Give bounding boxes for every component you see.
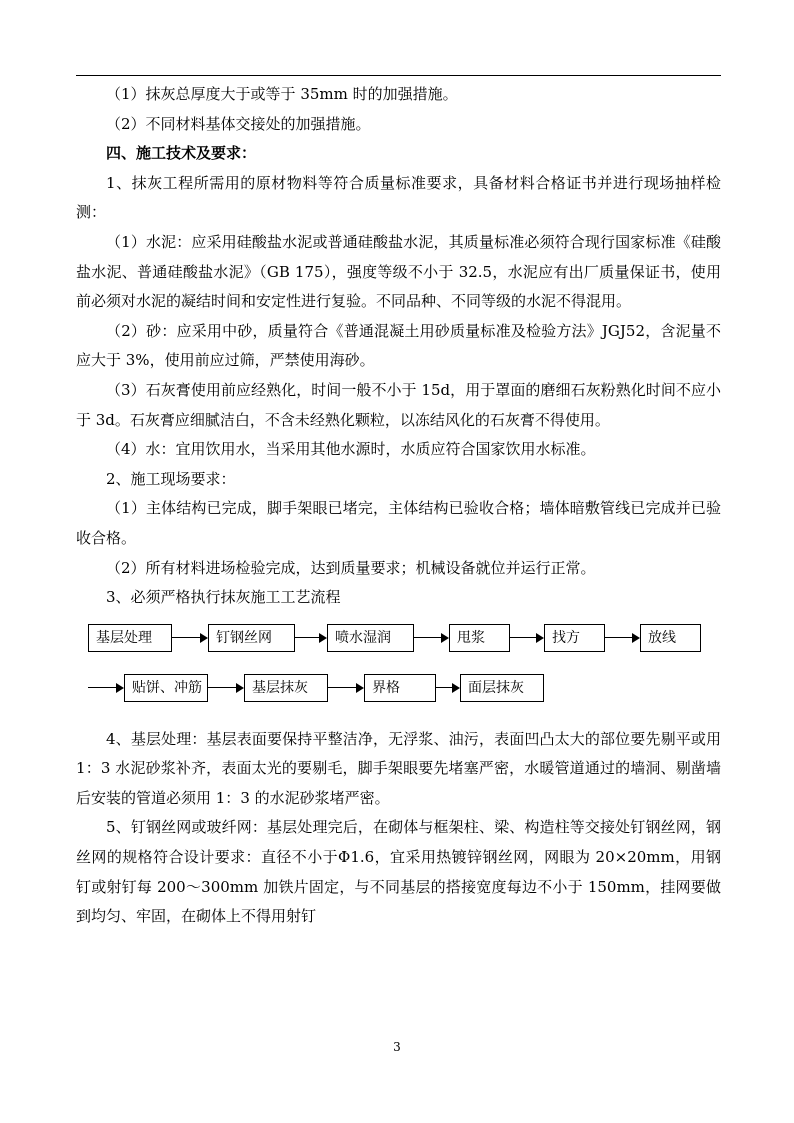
- flow-step-squaring: 找方: [544, 624, 605, 652]
- paragraph: （4）水：宜用饮用水，当采用其他水源时，水质应符合国家饮用水标准。: [106, 440, 596, 459]
- paragraphs-bottom: [76, 725, 721, 932]
- paragraph: （2）不同材料基体交接处的加强措施。: [106, 114, 371, 133]
- paragraph: （1）主体结构已完成，脚手架眼已堵完，主体结构已验收合格；墙体暗敷管线已完成并已验收合格。: [76, 499, 721, 547]
- flow-step-layout: 放线: [640, 624, 701, 652]
- paragraph: 1、抹灰工程所需用的原材物料等符合质量标准要求，具备材料合格证书并进行现场抽样检测：: [76, 173, 721, 222]
- flow-arrow: [510, 633, 544, 643]
- paragraph: 5、钉钢丝网或玻纤网：基层处理完后，在砌体与框架柱、梁、构造柱等交接处钉钢丝网，钢丝网的规格符合设计要求：直径不小于Φ1.6，宜采用热镀锌钢丝网，网眼为 20×20mm，用钢钉或射钉每 200～300mm 加铁片固定，与不同基层的搭接宽度每边不小于 150mm，挂网要做到均匀、牢固，在砌体上不得用射钉: [76, 818, 721, 926]
- flow-step-base-coat: 基层抹灰: [244, 674, 328, 702]
- flow-step-finish-coat: 面层抹灰: [460, 674, 544, 702]
- document-body: [76, 80, 721, 932]
- paragraph: 四、施工技术及要求：: [106, 144, 257, 163]
- paragraph: （1）抹灰总厚度大于或等于 35mm 时的加强措施。: [106, 85, 458, 103]
- flow-arrow: [295, 633, 327, 643]
- header-rule: [76, 75, 721, 76]
- flow-step-screeds: 贴饼、冲筋: [124, 674, 208, 702]
- flow-arrow: [414, 633, 449, 643]
- paragraph: 3、必须严格执行抹灰施工工艺流程: [106, 588, 341, 607]
- flow-step-grid-joint: 界格: [364, 674, 436, 702]
- paragraph: （2）所有材料进场检验完成，达到质量要求；机械设备就位并运行正常。: [106, 558, 596, 577]
- process-flowchart: [76, 613, 721, 725]
- paragraph: （3）石灰膏使用前应经熟化，时间一般不小于 15d，用于罩面的磨细石灰粉熟化时间不应小于 3d。石灰膏应细腻洁白，不含未经熟化颗粒，以冻结风化的石灰膏不得使用。: [76, 380, 721, 429]
- paragraph: （1）水泥：应采用硅酸盐水泥或普通硅酸盐水泥，其质量标准必须符合现行国家标准《硅酸盐水泥、普通硅酸盐水泥》（GB 175），强度等级不小于 32.5，水泥应有出厂质量保证书，使用前必须对水泥的凝结时间和安定性进行复验。不同品种、不同等级的水泥不得混用。: [76, 232, 721, 311]
- flow-arrow: [328, 683, 364, 693]
- paragraph: （2）砂：应采用中砂，质量符合《普通混凝土用砂质量标准及检验方法》JGJ52，含泥量不应大于 3%，使用前应过筛，严禁使用海砂。: [76, 321, 721, 370]
- flow-arrow: [436, 683, 460, 693]
- flow-step-slurry: 甩浆: [449, 624, 510, 652]
- paragraphs-top: [76, 80, 721, 613]
- flow-arrow: [172, 633, 208, 643]
- flow-arrow: [88, 683, 124, 693]
- flow-arrow: [605, 633, 640, 643]
- paragraph: 4、基层处理：基层表面要保持平整洁净，无浮浆、油污，表面凹凸太大的部位要先剔平或用 1：3 水泥砂浆补齐，表面太光的要剔毛，脚手架眼要先堵塞严密，水暖管道通过的墙洞、剔凿墙后安装的管道必须用 1：3 的水泥砂浆堵严密。: [76, 729, 721, 807]
- flow-arrow: [208, 683, 244, 693]
- flow-step-water-spray: 喷水湿润: [327, 624, 414, 652]
- flow-step-base-treatment: 基层处理: [88, 624, 172, 652]
- flow-step-steel-mesh: 钉钢丝网: [208, 624, 295, 652]
- page-number: 3: [393, 1040, 401, 1054]
- paragraph: 2、施工现场要求：: [106, 469, 236, 488]
